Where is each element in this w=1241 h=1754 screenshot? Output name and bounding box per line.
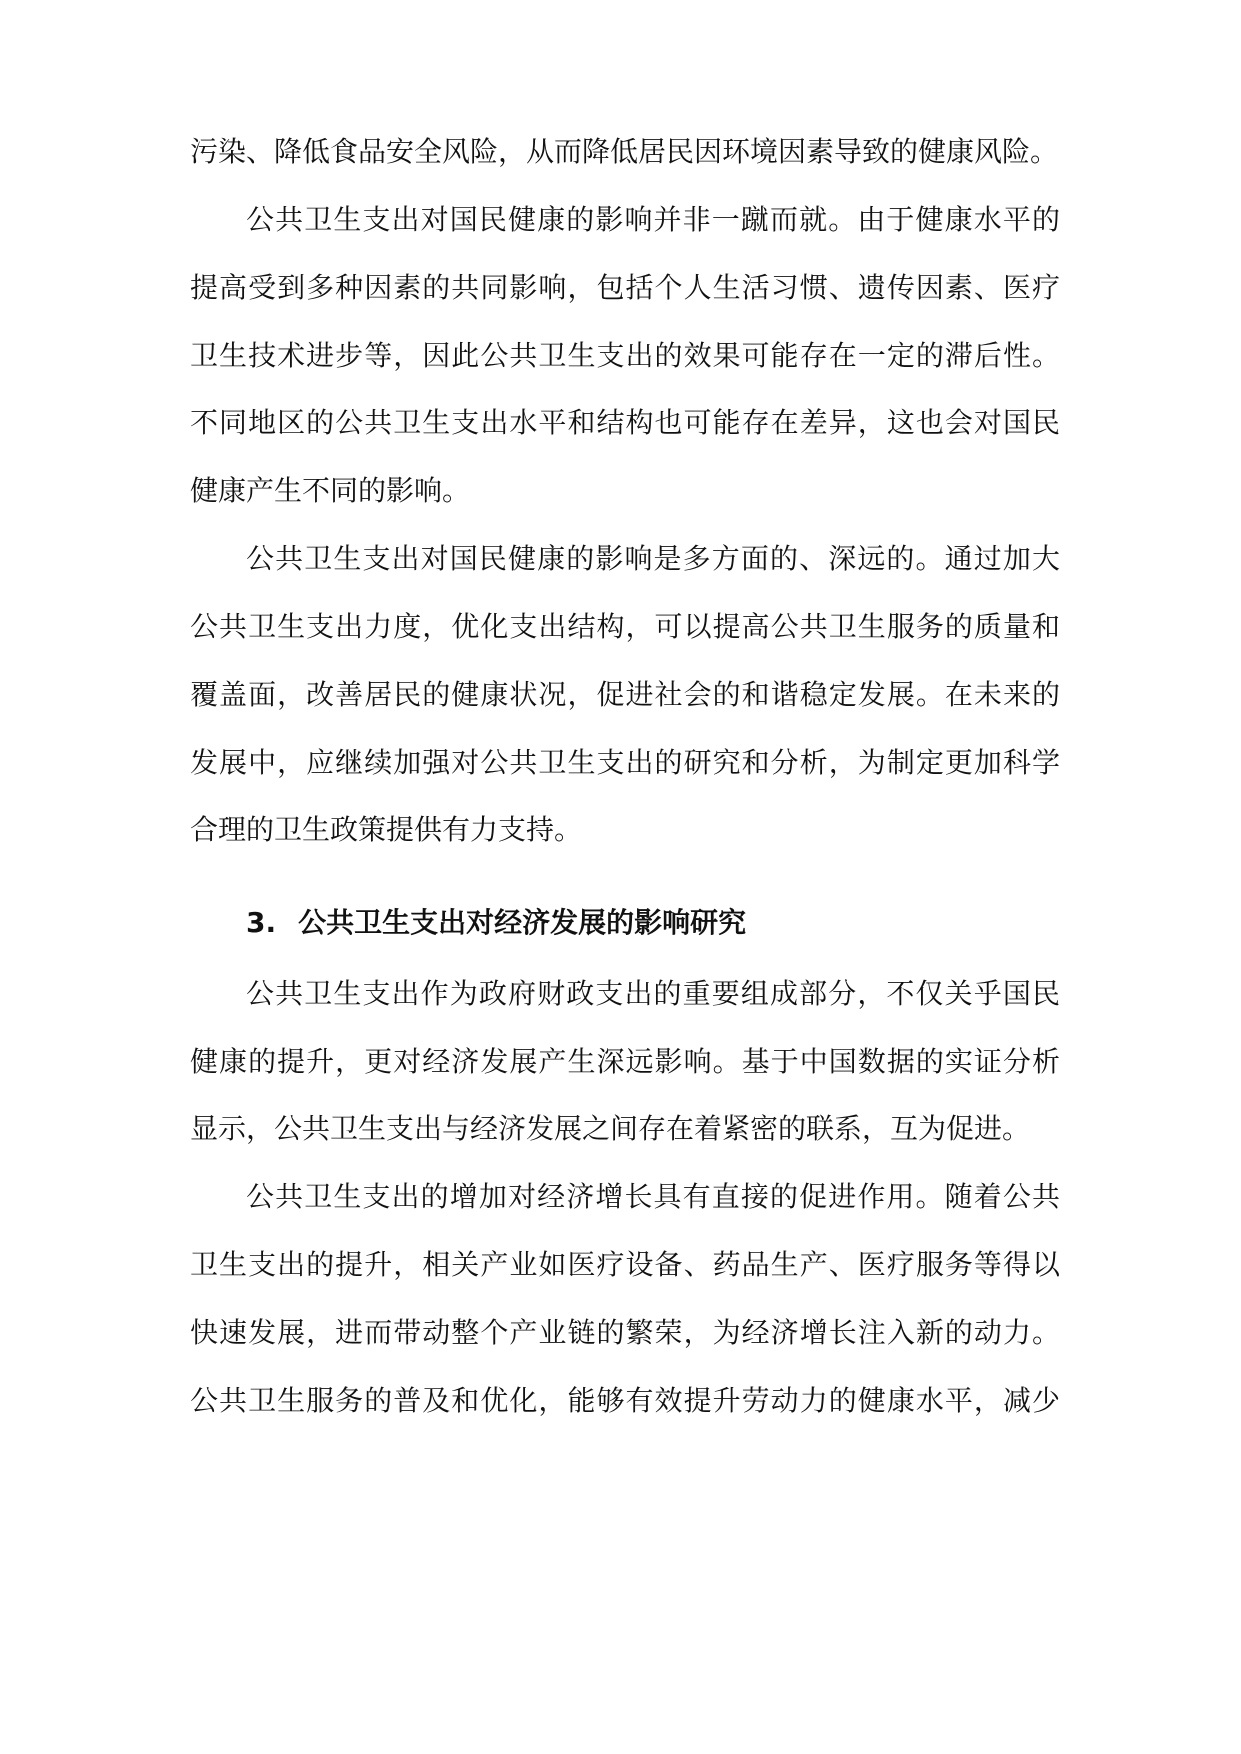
section-title: 公共卫生支出对经济发展的影响研究 — [298, 906, 747, 939]
paragraph-line: 健康的提升，更对经济发展产生深远影响。基于中国数据的实证分析 — [190, 1045, 1060, 1078]
paragraph-line: 公共卫生支出对国民健康的影响并非一蹴而就。由于健康水平的 — [246, 203, 1060, 236]
paragraph-line: 合理的卫生政策提供有力支持。 — [190, 813, 583, 846]
paragraph-line: 公共卫生支出的增加对经济增长具有直接的促进作用。随着公共 — [246, 1180, 1060, 1213]
paragraph-line: 卫生支出的提升，相关产业如医疗设备、药品生产、医疗服务等得以 — [190, 1248, 1060, 1281]
paragraph-line: 显示，公共卫生支出与经济发展之间存在着紧密的联系，互为促进。 — [190, 1112, 1031, 1145]
paragraph-line: 覆盖面，改善居民的健康状况，促进社会的和谐稳定发展。在未来的 — [190, 678, 1060, 711]
paragraph-line: 公共卫生支出对国民健康的影响是多方面的、深远的。通过加大 — [246, 542, 1060, 575]
paragraph-line: 公共卫生支出力度，优化支出结构，可以提高公共卫生服务的质量和 — [190, 610, 1060, 643]
section-number: 3. — [246, 906, 277, 939]
section-heading — [246, 893, 1060, 953]
paragraph-line: 发展中，应继续加强对公共卫生支出的研究和分析，为制定更加科学 — [190, 746, 1060, 779]
paragraph-line: 提高受到多种因素的共同影响，包括个人生活习惯、遗传因素、医疗 — [190, 271, 1060, 304]
paragraph-line: 卫生技术进步等，因此公共卫生支出的效果可能存在一定的滞后性。 — [190, 339, 1060, 372]
paragraph-line: 健康产生不同的影响。 — [190, 474, 471, 507]
paragraph-line: 污染、降低食品安全风险，从而降低居民因环境因素导致的健康风险。 — [190, 135, 1059, 168]
paragraph-line: 公共卫生服务的普及和优化，能够有效提升劳动力的健康水平，减少 — [190, 1384, 1060, 1417]
paragraph-line: 不同地区的公共卫生支出水平和结构也可能存在差异，这也会对国民 — [190, 406, 1060, 439]
paragraph-line: 公共卫生支出作为政府财政支出的重要组成部分，不仅关乎国民 — [246, 977, 1060, 1010]
paragraph-line: 快速发展，进而带动整个产业链的繁荣，为经济增长注入新的动力。 — [190, 1316, 1060, 1349]
